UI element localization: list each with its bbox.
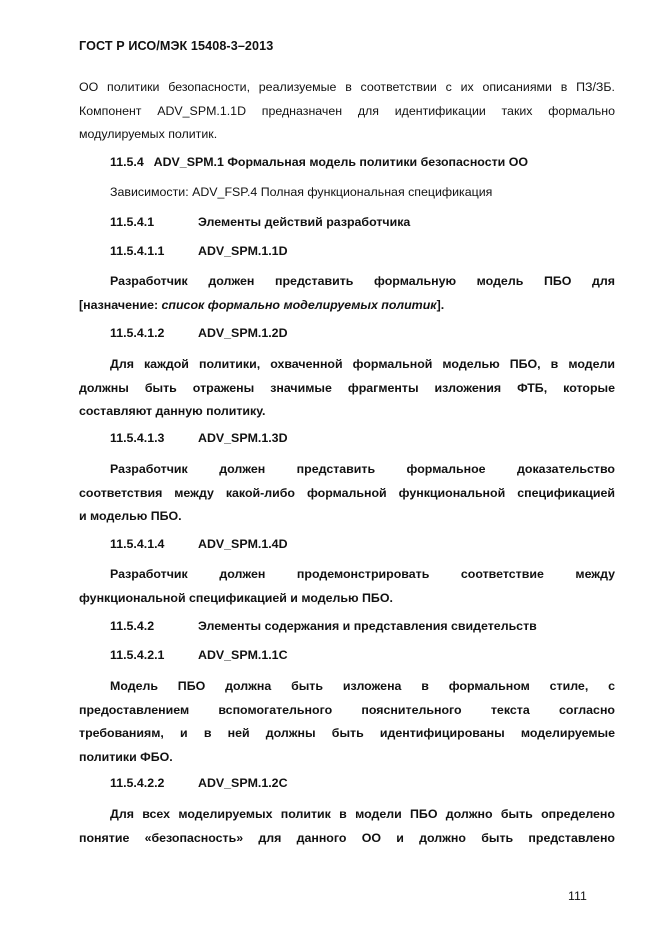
element-code: ADV_SPM.1.1D bbox=[198, 244, 288, 258]
element-number: 11.5.4.1.2 bbox=[110, 326, 165, 340]
text-line: соответствия между какой-либо формальной функциональной спецификацией bbox=[79, 485, 615, 500]
element-code: ADV_SPM.1.2D bbox=[198, 326, 288, 340]
element-text-1-1c bbox=[79, 675, 615, 769]
section-title: Элементы действий разработчика bbox=[198, 215, 411, 229]
document-header: ГОСТ Р ИСО/МЭК 15408-3–2013 bbox=[79, 39, 274, 53]
text-line: должны быть отражены значимые фрагменты изложения ФТБ, которые bbox=[79, 380, 615, 395]
element-code: ADV_SPM.1.4D bbox=[198, 537, 288, 551]
element-code: ADV_SPM.1.2C bbox=[198, 776, 288, 790]
element-code: ADV_SPM.1.3D bbox=[198, 431, 288, 445]
text-line: предоставлением вспомогательного пояснительного текста согласно bbox=[79, 702, 615, 717]
element-number: 11.5.4.2.2 bbox=[110, 776, 165, 790]
element-number: 11.5.4.1.3 bbox=[110, 431, 165, 445]
section-heading-11-5-4 bbox=[110, 155, 528, 169]
text-line: Разработчик должен продемонстрировать соответствие между bbox=[110, 567, 615, 581]
dependencies-line: Зависимости: ADV_FSP.4 Полная функциональная спецификация bbox=[110, 185, 493, 199]
text-line: Разработчик должен представить формальную модель ПБО для bbox=[110, 274, 615, 288]
text-line: и моделью ПБО. bbox=[79, 509, 182, 523]
element-number: 11.5.4.2.1 bbox=[110, 648, 165, 662]
element-text-1-1d bbox=[79, 270, 615, 317]
text-line: политики ФБО. bbox=[79, 749, 173, 764]
element-code: ADV_SPM.1.1C bbox=[198, 648, 288, 662]
assignment-prefix: [назначение: bbox=[79, 297, 162, 312]
element-heading-1-1c bbox=[110, 648, 288, 662]
element-text-1-4d bbox=[79, 563, 615, 610]
text-line: Для всех моделируемых политик в модели ПБО должно быть определено bbox=[110, 807, 615, 821]
section-number: 11.5.4.1 bbox=[110, 215, 155, 229]
text-line: Модель ПБО должна быть изложена в формальном стиле, с bbox=[110, 679, 615, 693]
element-heading-1-4d bbox=[110, 537, 288, 551]
section-heading-11-5-4-2 bbox=[110, 619, 537, 633]
element-text-1-2c bbox=[79, 803, 615, 850]
assignment-value: список формально моделируемых политик bbox=[161, 297, 437, 312]
section-title: Формальная модель политики безопасности ОО bbox=[227, 155, 529, 169]
text-line: составляют данную политику. bbox=[79, 404, 266, 418]
element-number: 11.5.4.1.1 bbox=[110, 244, 165, 258]
text-line: Компонент ADV_SPM.1.1D предназначен для идентификации таких формально bbox=[79, 103, 615, 118]
text-line bbox=[79, 294, 615, 318]
element-heading-1-2c bbox=[110, 776, 288, 790]
element-heading-1-1d bbox=[110, 244, 288, 258]
section-heading-11-5-4-1 bbox=[110, 215, 410, 229]
text-line: требованиям, и в ней должны быть идентифицированы моделируемые bbox=[79, 726, 615, 740]
text-line: понятие «безопасность» для данного ОО и должно быть представлено bbox=[79, 830, 615, 845]
element-heading-1-3d bbox=[110, 431, 288, 445]
text-line: функциональной спецификацией и моделью ПБО. bbox=[79, 590, 393, 605]
element-heading-1-2d bbox=[110, 326, 288, 340]
text-line: Для каждой политики, охваченной формальной моделью ПБО, в модели bbox=[110, 357, 615, 371]
text-line: Разработчик должен представить формальное доказательство bbox=[110, 462, 615, 476]
page-number: 111 bbox=[568, 889, 587, 903]
intro-paragraph bbox=[79, 76, 615, 147]
section-number: 11.5.4 bbox=[110, 155, 144, 169]
element-text-1-2d bbox=[79, 353, 615, 424]
section-title: Элементы содержания и представления свидетельств bbox=[198, 619, 537, 633]
text-line: модулируемых политик. bbox=[79, 127, 218, 141]
element-text-1-3d bbox=[79, 458, 615, 529]
text-line: ОО политики безопасности, реализуемые в соответствии с их описаниями в ПЗ/ЗБ. bbox=[79, 80, 615, 94]
component-code: ADV_SPM.1 bbox=[153, 155, 224, 169]
section-number: 11.5.4.2 bbox=[110, 619, 155, 633]
assignment-suffix: ]. bbox=[436, 297, 445, 312]
element-number: 11.5.4.1.4 bbox=[110, 537, 165, 551]
